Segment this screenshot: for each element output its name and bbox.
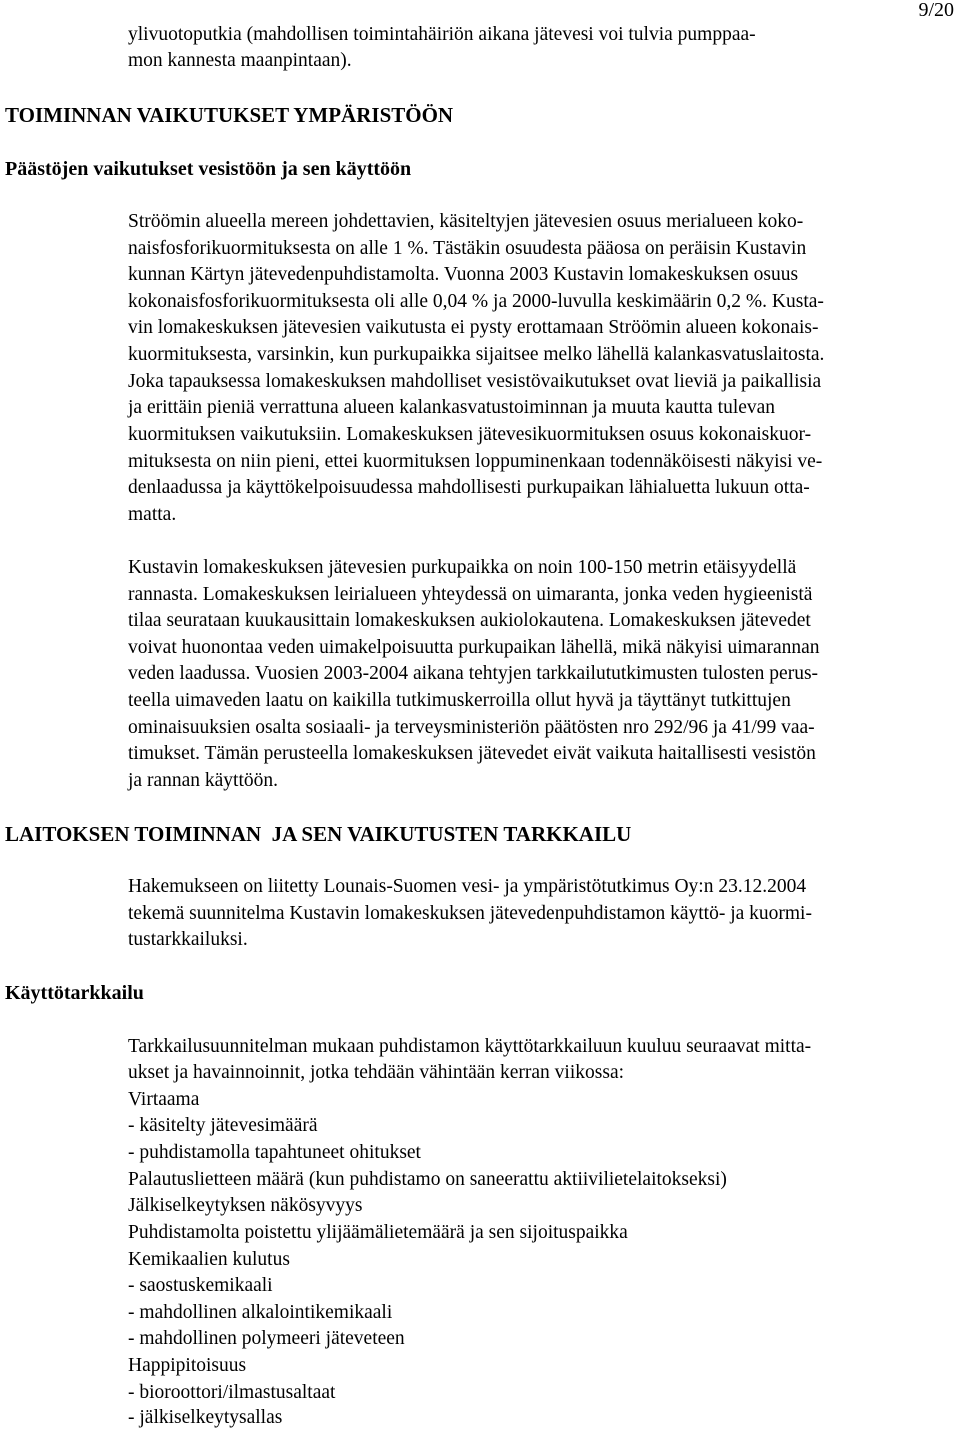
text-line: ukset ja havainnoinnit, jotka tehdään vähintään kerran viikossa: (128, 1062, 625, 1083)
text-line: voivat huonontaa veden uimakelpoisuutta purkupaikan lähellä, mikä näkyisi uimarannan (128, 637, 820, 658)
text-line: Joka tapauksessa lomakeskuksen mahdolliset vesistövaikutukset ovat lieviä ja paikallisia (128, 371, 822, 392)
text-line: vin lomakeskuksen jätevesien vaikutusta ei pysty erottamaan Ströömin alueen kokonais- (128, 317, 819, 338)
text-line: naisfosforikuormituksesta on alle 1 %. Tästäkin osuudesta pääosa on peräisin Kustavin (128, 238, 807, 259)
section-heading-environmental-effects: TOIMINNAN VAIKUTUKSET YMPÄRISTÖÖN (5, 103, 454, 127)
list-item: Puhdistamolta poistettu ylijäämälietemäärä ja sen sijoituspaikka (128, 1222, 628, 1243)
text-line: Ströömin alueella mereen johdettavien, käsiteltyjen jätevesien osuus merialueen koko- (128, 211, 804, 232)
page-number: 9/20 (918, 0, 954, 21)
list-item: - bioroottori/ilmastusaltaat (128, 1382, 336, 1403)
text-line: ja erittäin pieniä verrattuna alueen kalankasvatustoiminnan ja muuta kautta tulevan (128, 397, 776, 418)
text-line: kuormituksesta, varsinkin, kun purkupaikka sijaitsee melko lähellä kalankasvatuslaitosta. (128, 344, 825, 365)
list-item: - mahdollinen alkalointikemikaali (128, 1302, 393, 1323)
list-item: Virtaama (128, 1089, 200, 1110)
subsection-heading-emission-effects: Päästöjen vaikutukset vesistöön ja sen käyttöön (5, 158, 412, 180)
side-heading-operational-monitoring: Käyttötarkkailu (5, 982, 144, 1004)
text-line: Kustavin lomakeskuksen jätevesien purkupaikka on noin 100-150 metrin etäisyydellä (128, 557, 797, 578)
text-line: tustarkkailuksi. (128, 929, 248, 950)
list-item: - jälkiselkeytysallas (128, 1407, 283, 1428)
text-line: kuormituksen vaikutuksiin. Lomakeskuksen jätevesikuormituksen osuus kokonaiskuor- (128, 424, 812, 445)
list-item: - saostuskemikaali (128, 1275, 273, 1296)
list-item: Palautuslietteen määrä (kun puhdistamo on saneerattu aktiivilietelaitokseksi) (128, 1169, 727, 1190)
intro-line: ylivuotoputkia (mahdollisen toimintahäiriön aikana jätevesi voi tulvia pumppaa- (128, 24, 756, 45)
list-item: - puhdistamolla tapahtuneet ohitukset (128, 1142, 421, 1163)
text-line: kokonaisfosforikuormituksesta oli alle 0,04 % ja 2000-luvulla keskimäärin 0,2 %. Kusta- (128, 291, 824, 312)
text-line: teella uimaveden laatu on kaikilla tutkimuskerroilla ollut hyvä ja täyttänyt tutkittujen (128, 690, 791, 711)
section-heading-monitoring: LAITOKSEN TOIMINNAN JA SEN VAIKUTUSTEN TARKKAILU (5, 822, 632, 846)
text-line: rannasta. Lomakeskuksen leirialueen yhteydessä on uimaranta, jonka veden hygieenistä (128, 584, 813, 605)
text-line: Hakemukseen on liitetty Lounais-Suomen vesi- ja ympäristötutkimus Oy:n 23.12.2004 (128, 876, 807, 897)
text-line: veden laadussa. Vuosien 2003-2004 aikana tehtyjen tarkkailututkimusten tulosten perus- (128, 663, 819, 684)
text-line: Tarkkailusuunnitelman mukaan puhdistamon käyttötarkkailuun kuuluu seuraavat mitta- (128, 1036, 812, 1057)
intro-line: mon kannesta maanpintaan). (128, 50, 352, 71)
text-line: ominaisuuksien osalta sosiaali- ja terveysministeriön päätösten nro 292/96 ja 41/99 vaa- (128, 717, 815, 738)
text-line: tekemä suunnitelma Kustavin lomakeskuksen jätevedenpuhdistamon käyttö- ja kuormi- (128, 903, 812, 924)
text-line: mituksesta on niin pieni, ettei kuormituksen loppuminenkaan todennäköisesti näkyisi ve- (128, 451, 823, 472)
text-line: matta. (128, 504, 177, 525)
list-item: - mahdollinen polymeeri jäteveteen (128, 1328, 405, 1349)
text-line: tilaa seurataan kuukausittain lomakeskuksen aukiolokautena. Lomakeskuksen jätevedet (128, 610, 811, 631)
text-line: ja rannan käyttöön. (128, 770, 278, 791)
text-line: denlaadussa ja käyttökelpoisuudessa mahdollisesti purkupaikan lähialuetta lukuun otta- (128, 477, 810, 498)
list-item: Kemikaalien kulutus (128, 1249, 290, 1270)
list-item: - käsitelty jätevesimäärä (128, 1115, 318, 1136)
text-line: timukset. Tämän perusteella lomakeskuksen jätevedet eivät vaikuta haitallisesti vesistön (128, 743, 816, 764)
list-item: Jälkiselkeytyksen näkösyvyys (128, 1195, 363, 1216)
text-line: kunnan Kärtyn jätevedenpuhdistamolta. Vuonna 2003 Kustavin lomakeskuksen osuus (128, 264, 799, 285)
list-item: Happipitoisuus (128, 1355, 247, 1376)
